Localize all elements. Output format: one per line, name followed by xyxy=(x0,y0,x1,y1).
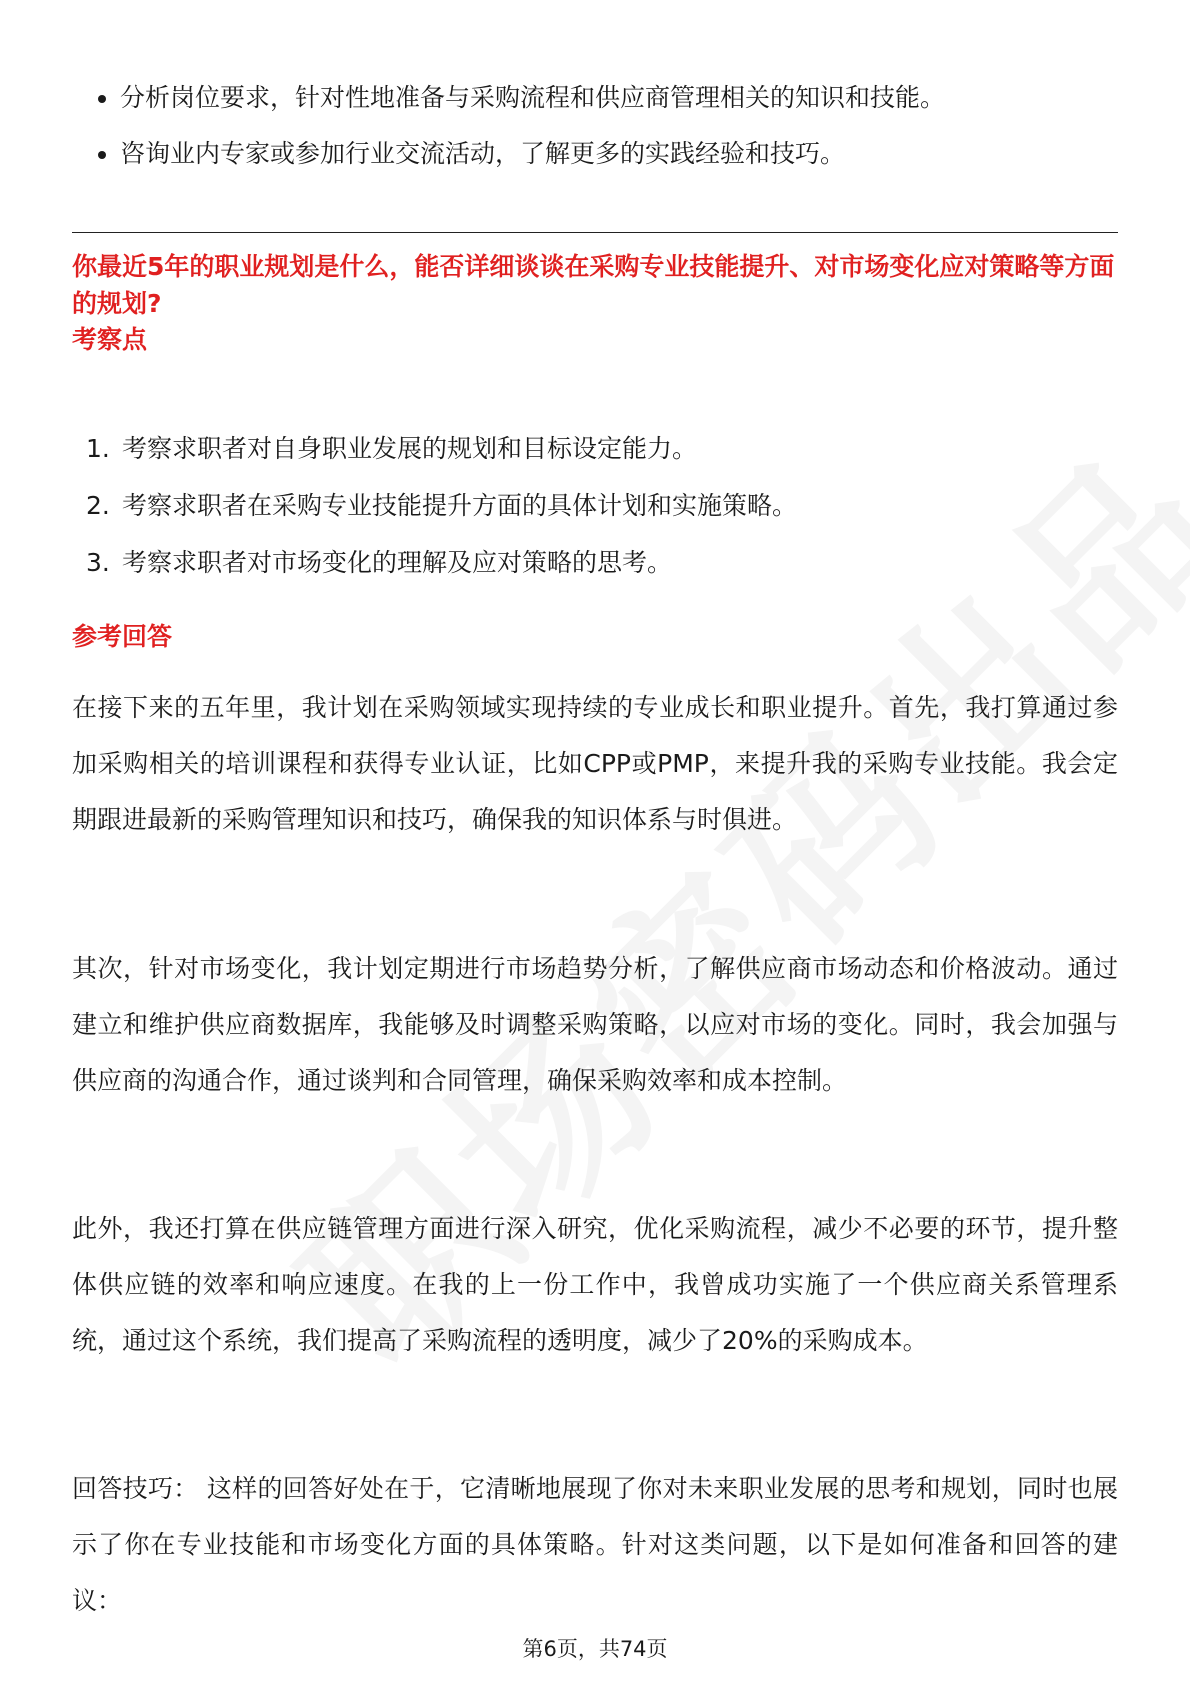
item-number: 2. xyxy=(86,491,110,520)
item-text: 考察求职者在采购专业技能提升方面的具体计划和实施策略。 xyxy=(122,491,798,520)
answer-paragraph: 在接下来的五年里，我计划在采购领域实现持续的专业成长和职业提升。首先，我打算通过参加采购相关的培训课程和获得专业认证，比如CPP或PMP，来提升我的采购专业技能。我会定期跟进最新的采购管理知识和技巧，确保我的知识体系与时俱进。 xyxy=(72,693,1118,834)
answer-title: 参考回答 xyxy=(72,622,173,651)
item-text: 考察求职者对自身职业发展的规划和目标设定能力。 xyxy=(122,434,698,463)
page-number: 第6页，共74页 xyxy=(522,1637,668,1661)
list-item: 咨询业内专家或参加行业交流活动，了解更多的实践经验和技巧。 xyxy=(100,126,1100,182)
question-heading: 你最近5年的职业规划是什么，能否详细谈谈在采购专业技能提升、对市场变化应对策略等方面的规划? xyxy=(72,252,1115,318)
list-item xyxy=(86,420,1086,477)
answer-paragraph: 其次，针对市场变化，我计划定期进行市场趋势分析，了解供应商市场动态和价格波动。通过建立和维护供应商数据库，我能够及时调整采购策略，以应对市场的变化。同时，我会加强与供应商的沟通合作，通过谈判和合同管理，确保采购效率和成本控制。 xyxy=(72,954,1118,1095)
answer-paragraph: 此外，我还打算在供应链管理方面进行深入研究，优化采购流程，减少不必要的环节，提升整体供应链的效率和响应速度。在我的上一份工作中，我曾成功实施了一个供应商关系管理系统，通过这个系统，我们提高了采购流程的透明度，减少了20%的采购成本。 xyxy=(72,1214,1118,1355)
item-text: 考察求职者对市场变化的理解及应对策略的思考。 xyxy=(122,548,673,577)
list-item: 分析岗位要求，针对性地准备与采购流程和供应商管理相关的知识和技能。 xyxy=(100,70,1100,126)
assessment-title: 考察点 xyxy=(72,325,148,354)
item-number: 3. xyxy=(86,548,110,577)
list-item xyxy=(86,534,1086,591)
intro-bullet-list xyxy=(100,70,1100,182)
section-divider xyxy=(72,232,1118,233)
item-number: 1. xyxy=(86,434,110,463)
tip-paragraph: 回答技巧： 这样的回答好处在于，它清晰地展现了你对未来职业发展的思考和规划，同时也展示了你在专业技能和市场变化方面的具体策略。针对这类问题，以下是如何准备和回答的建议： xyxy=(72,1474,1118,1615)
assessment-list xyxy=(86,420,1086,591)
list-item xyxy=(86,477,1086,534)
